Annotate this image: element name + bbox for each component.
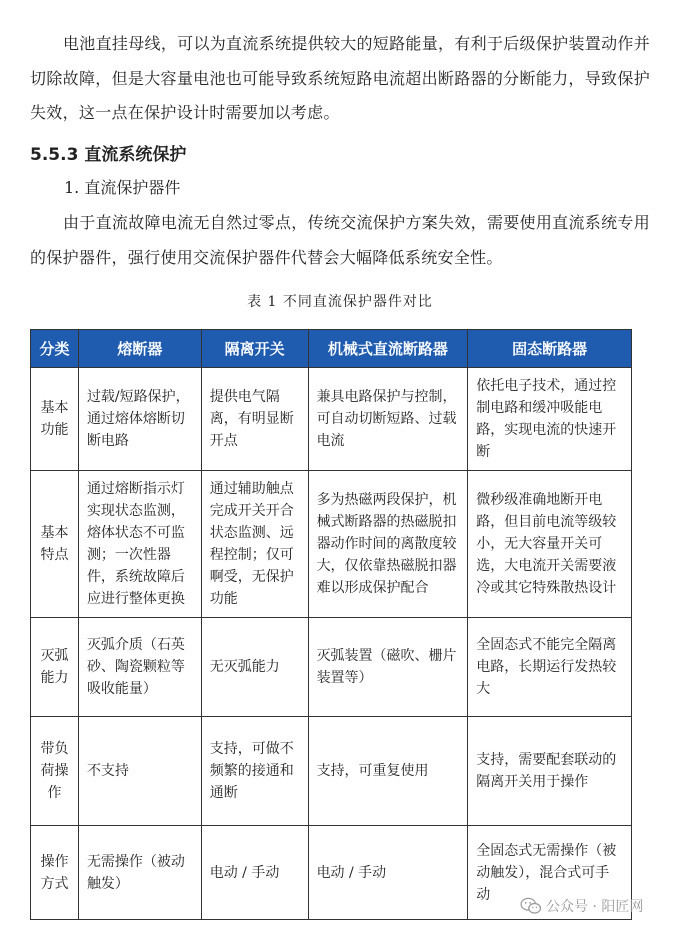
header-cell: 熔断器: [78, 330, 201, 368]
table-cell: 通过辅助触点完成开关开合状态监测、远程控制；仅可啊受，无保护功能: [201, 471, 308, 618]
table-cell: 灭弧介质（石英砂、陶瓷颗粒等吸收能量）: [78, 618, 201, 717]
subsection-title: 1. 直流保护器件: [64, 178, 181, 197]
table-row: [31, 618, 632, 717]
header-cell: 机械式直流断路器: [308, 330, 468, 368]
table-cell: 通过熔断指示灯实现状态监测，熔体状态不可监测；一次性器件，系统故障后应进行整体更换: [78, 471, 201, 618]
category-cell: 带负荷操作: [31, 717, 79, 826]
category-cell: 基本功能: [31, 368, 79, 471]
table-cell: 依托电子技术，通过控制电路和缓冲吸能电路，实现电流的快速开断: [468, 368, 632, 471]
category-cell: 操作方式: [31, 826, 79, 920]
watermark-text: 公众号 · 阳匠网: [546, 899, 644, 915]
table-caption: 表 1 不同直流保护器件对比: [247, 294, 433, 310]
table-row: [31, 368, 632, 471]
intro-paragraph: 电池直挂母线，可以为直流系统提供较大的短路能量，有利于后级保护装置动作并切除故障，但是大容量电池也可能导致系统短路电流超出断路器的分断能力，导致保护失效，这一点在保护设计时需要加以考虑。: [30, 34, 650, 122]
table-row: [31, 717, 632, 826]
table-cell: 不支持: [78, 717, 201, 826]
table-cell: 全固态式不能完全隔离电路，长期运行发热较大: [468, 618, 632, 717]
table-cell: 灭弧装置（磁吹、栅片装置等）: [308, 618, 468, 717]
table-cell: 过载/短路保护，通过熔体熔断切断电路: [78, 368, 201, 471]
table-cell: 兼具电路保护与控制，可自动切断短路、过载电流: [308, 368, 468, 471]
table-cell: 无灭弧能力: [201, 618, 308, 717]
table-cell: 支持，可做不频繁的接通和通断: [201, 717, 308, 826]
table-cell: 电动 / 手动: [201, 826, 308, 920]
comparison-table: [30, 329, 632, 920]
table-cell: 支持，需要配套联动的隔离开关用于操作: [468, 717, 632, 826]
table-header-row: [31, 330, 632, 368]
table-cell: 无需操作（被动触发）: [78, 826, 201, 920]
table-cell: 提供电气隔离，有明显断开点: [201, 368, 308, 471]
table-cell: 多为热磁两段保护，机械式断路器的热磁脱扣器动作时间的离散度较大，仅依靠热磁脱扣器难以形成保护配合: [308, 471, 468, 618]
header-cell: 分类: [31, 330, 79, 368]
table-cell: 支持，可重复使用: [308, 717, 468, 826]
wechat-icon: [520, 897, 542, 915]
category-cell: 灭弧能力: [31, 618, 79, 717]
body-paragraph: 由于直流故障电流无自然过零点，传统交流保护方案失效，需要使用直流系统专用的保护器件，强行使用交流保护器件代替会大幅降低系统安全性。: [30, 213, 650, 267]
table-cell: 电动 / 手动: [308, 826, 468, 920]
header-cell: 隔离开关: [201, 330, 308, 368]
table-row: [31, 471, 632, 618]
watermark: [520, 896, 643, 916]
table-cell: 全固态式无需操作（被动触发），混合式可手动: [468, 826, 632, 920]
table-cell: 微秒级准确地断开电路，但目前电流等级较小，无大容量开关可选，大电流开关需要液冷或其它特殊散热设计: [468, 471, 632, 618]
section-title: 5.5.3 直流系统保护: [30, 145, 187, 165]
category-cell: 基本特点: [31, 471, 79, 618]
header-cell: 固态断路器: [468, 330, 632, 368]
